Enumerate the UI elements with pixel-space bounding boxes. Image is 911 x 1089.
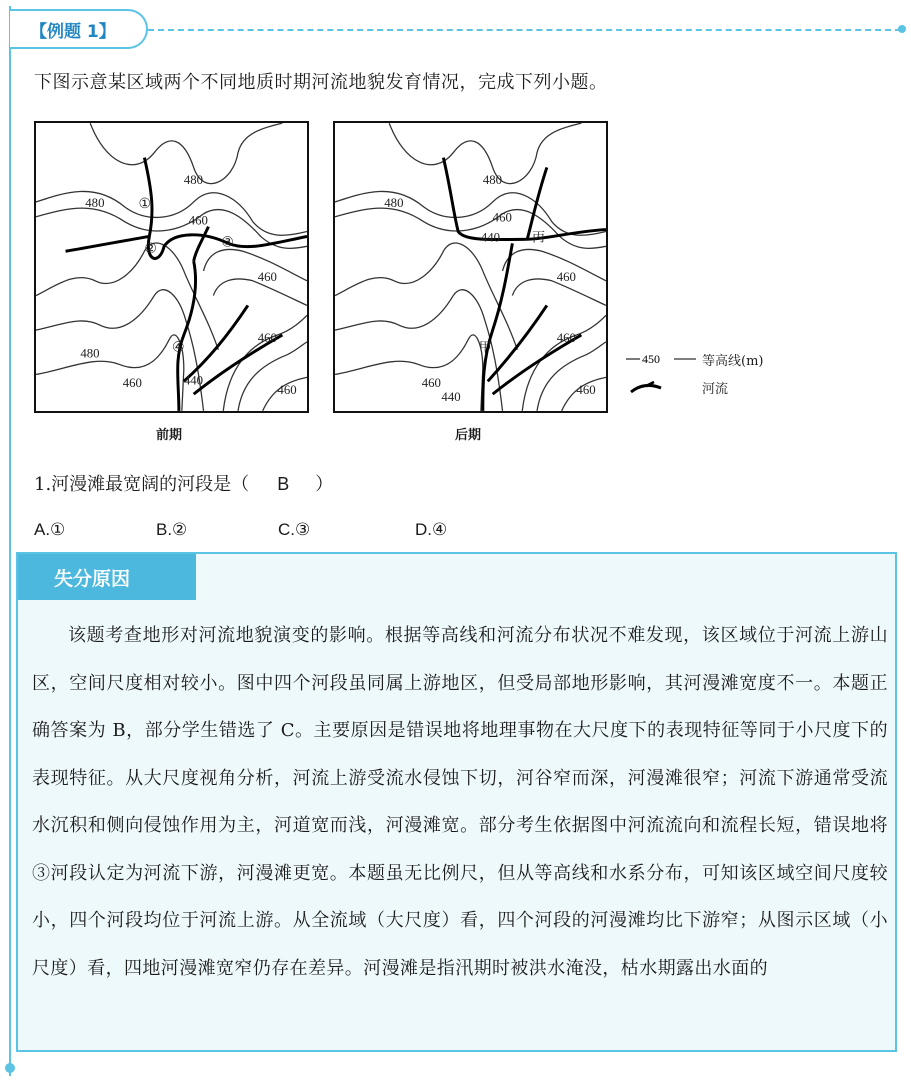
map-early-label-6: 460 [122,376,142,391]
error-analysis-body [32,612,888,992]
error-analysis-box [16,552,897,1052]
map-late-label-6: 460 [421,376,441,391]
map-early [34,121,309,413]
map-late-label-1: 480 [384,195,404,210]
map-early-label-5: 480 [80,346,100,361]
legend-river [626,373,763,401]
river-mark-3: ③ [221,234,234,250]
map-late-label-9: 460 [576,383,596,398]
map-early-label-4: 460 [257,269,277,284]
question-close: ） [315,474,334,495]
map-late-label-3: 460 [492,210,512,225]
map-late [333,121,608,413]
contour-line-icon [626,352,696,366]
map-legend [626,345,763,401]
left-accent-line [9,6,11,1076]
river-line-icon [626,380,696,394]
map-late-label-8: 440 [441,390,461,405]
legend-contour [626,345,763,373]
option-b[interactable]: B.② [156,520,188,539]
map-late-label-2: 480 [482,173,503,188]
map-early-label-7: 440 [183,373,204,388]
map-early-label-1: 480 [85,195,105,210]
place-mark-jia: 甲 [478,340,492,355]
error-analysis-title: 失分原因 [18,554,196,600]
map-early-label-3: 460 [188,213,208,228]
header-rule-dot [898,25,906,33]
map-early-label-9: 460 [277,383,297,398]
question-intro: 下图示意某区域两个不同地质时期河流地貌发育情况，完成下列小题。 [34,72,608,93]
header-dashed-rule [148,29,901,31]
example-title-tab: 【例题 1】 [10,9,148,49]
map-late-drawing [335,123,606,411]
map-early-label-8: 460 [257,330,277,345]
option-c[interactable]: C.③ [278,520,311,539]
map-early-drawing [36,123,307,411]
question-text: 1.河漫滩最宽阔的河段是（ [34,474,250,495]
map-early-label-2: 480 [183,173,204,188]
legend-river-label: 河流 [702,381,729,397]
error-analysis-paragraph: 该题考查地形对河流地貌演变的影响。根据等高线和河流分布状况不难发现，该区域位于河流上游山区，空间尺度相对较小。图中四个河段虽同属上游地区，但受局部地形影响，其河漫滩宽度不一。本题正确答案为 B，部分学生错选了 C。主要原因是错误地将地理事物在大尺度下的表现特征等同于小尺度下的表现特征。从大尺度视角分析，河流上游受流水侵蚀下切，河谷窄而深，河漫滩很窄；河流下游通常受流水沉积和侧向侵蚀作用为主，河道宽而浅，河漫滩宽。部分考生依据图中河流流向和流程长短，错误地将③河段认定为河流下游，河漫滩更宽。本题虽无比例尺，但从等高线和水系分布，可知该区域空间尺度较小，四个河段均位于河流上游。从全流域（大尺度）看，四个河段的河漫滩均比下游窄；从图示区域（小尺度）看，四地河漫滩宽窄仍存在差异。河漫滩是指汛期时被洪水淹没，枯水期露出水面的 [32,625,888,979]
river-mark-4: ④ [171,339,185,355]
left-accent-dot [5,1063,15,1073]
map-late-label-7: 460 [556,330,576,345]
river-mark-1: ① [138,195,151,211]
option-a[interactable]: A.① [34,520,66,539]
question-answer: B [277,474,290,494]
place-mark-bing: 丙 [532,230,545,245]
map-early-caption: 前期 [156,428,183,443]
legend-contour-label: 等高线(m) [702,353,764,369]
map-late-label-4: 440 [480,230,501,245]
map-late-caption: 后期 [455,428,482,443]
question-1 [34,470,333,496]
river-mark-2: ② [144,241,157,257]
legend-contour-value: 450 [642,352,660,366]
option-d[interactable]: D.④ [415,520,448,539]
map-late-label-5: 460 [556,269,576,284]
